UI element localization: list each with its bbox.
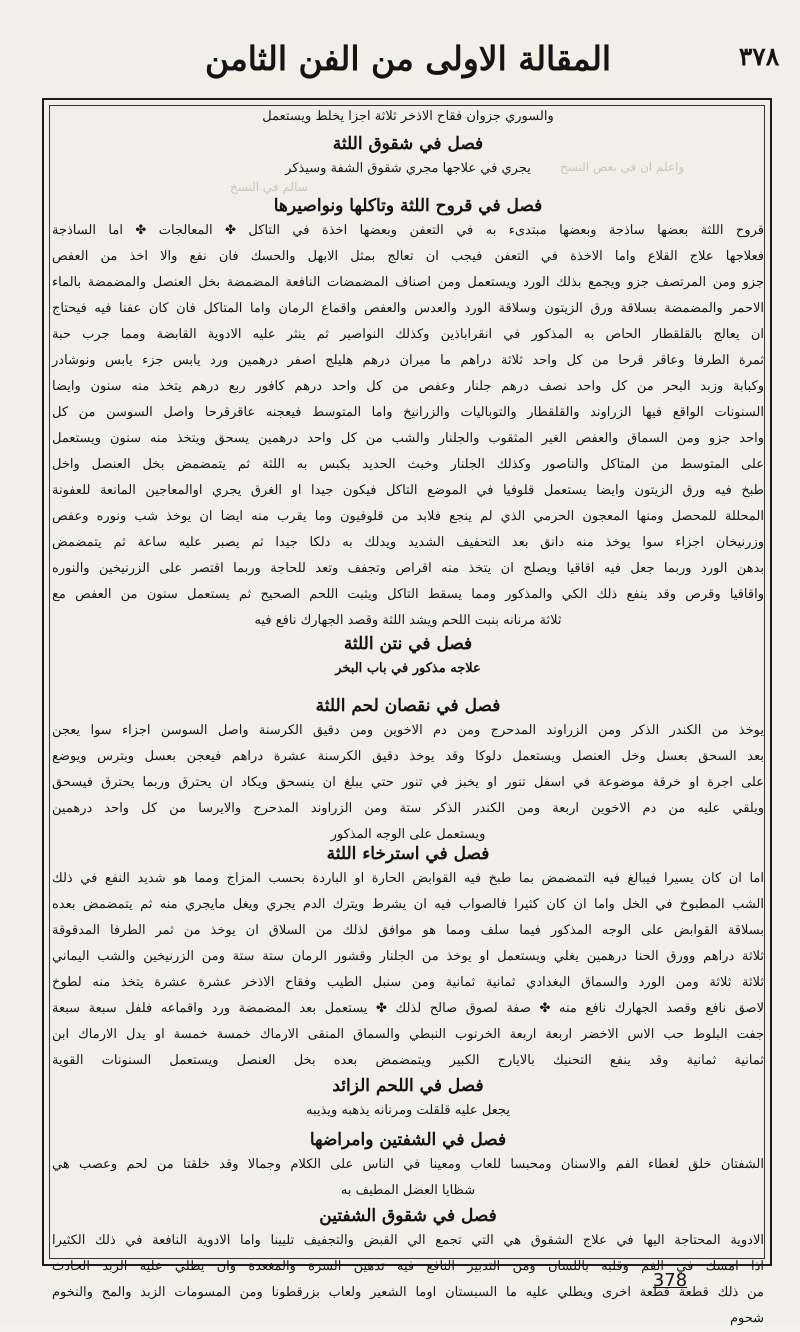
text-line: ثمانية ثمانية وقد ينفع التحنيك بالايارج الكبير ويتمضمض بعده بخل العنصل ويستعمل السنونات القوية: [52, 1053, 764, 1068]
text-line: الاحمر والمضمضة بسلاقة ورق الزيتون وسلاقة الورد والعدس والعفص واقماع الرمان واما المتاكل فان كان عفنا فيه فيحتاج: [52, 301, 764, 316]
section-heading: فصل في نتن اللثة: [343, 634, 473, 654]
text-line: على المتوسط من المتاكل والناصور وكذلك الجلنار وخبث الحديد بكبس به اللثة ثم يتمضمض بخل العنصل واخل: [52, 457, 764, 472]
section-lips-cracks-2: [52, 1204, 764, 1332]
text-line: ثلاثة دراهم وورق الحنا درهمين يغلي ويستعمل او يوخذ من الجلنار وقشور الرمان ستة ستة ومن الزرنيخين والشب اليماني: [52, 949, 764, 964]
intro-block: [52, 104, 764, 130]
text-line: يجعل عليه قلقلت ومرنانه يذهبه ويذيبه: [306, 1103, 510, 1118]
section-heading: فصل في قروح اللثة وتاكلها ونواصيرها: [273, 196, 543, 216]
text-line: شظايا العضل المطيف به: [340, 1183, 476, 1198]
text-line: علاجه مذكور في باب البخر: [335, 661, 481, 676]
text-line: يجري في علاجها مجري شقوق الشفة وسيذكر: [285, 161, 531, 176]
section-lips-diseases: [52, 1128, 764, 1204]
section-paragraph: [52, 718, 764, 848]
section-gum-odor: [52, 632, 764, 682]
section-heading: فصل في اللحم الزائد: [332, 1076, 484, 1096]
text-line: وزرنيخان اجزاء سوا يوخذ منه دانق بعد التحفيف الشديد ويدلك به دلكا جيدا ثم يصبر عليه ساعة ثم يتمضمض: [52, 535, 764, 550]
text-line: طبخ فيه ورق الزيتون وايضا يستعمل قلوفيا في الموضع التاكل فيكون جيدا او الغرق يجري اوالمعاجين المانعة للعفونة: [52, 483, 764, 498]
marginal-note: واعلم ان في بعض النسخ: [560, 160, 685, 174]
text-line: بعد السحق بعسل وخل العنصل ويستعمل دلوكا وقد يوخذ دقيق الكرسنة عشرة دراهم فيعجن بعسل وبترس ويوضع: [52, 749, 764, 764]
section-paragraph: [52, 866, 764, 1074]
text-line: ويستعمل على الوجه المذكور: [330, 827, 486, 842]
running-title: المقالة الاولى من الفن الثامن: [204, 38, 612, 78]
page-number-bottom: 378: [652, 1270, 688, 1291]
section-gum-laxity: [52, 842, 764, 1074]
text-line: شحوم: [729, 1311, 764, 1326]
text-line: جفت البلوط حب الاس الاخضر اربعة اربعة الخرنوب النبطي والسماق المنقى الارماك خمسة خمسة او يدل الارماك ابن: [52, 1027, 764, 1042]
text-line: قروح اللثة بعضها ساذجة وبعضها مبتدىء به في التعفن وبعضها اخذة في التاكل ✤ المعالجات ✤ اما الساذجة: [52, 223, 764, 238]
text-line: ويلقي عليه من دم الاخوين اربعة ومن الكندر الذكر ستة ومن الزراوند المدحرج والايرسا من كل واحد درهمين: [52, 801, 764, 816]
text-line: من ذلك قطعة قطعة اخرى ويطلي عليه ما السبستان اوما الشعير ولعاب بزرقطونا ومن المسومات الزبد والمح والنخوم: [52, 1285, 764, 1300]
text-line: الشفتان خلق لغطاء الفم والاسنان ومحبسا للعاب ومعينا في الناس على الكلام وجمالا وقد خلقتا من لحم وعصب هي: [52, 1157, 764, 1172]
text-line: الادوية المحتاجة اليها في علاج الشقوق هي التي تجمع الي القبض والتجفيف تليينا واما الادوية النافعة في ذلك الكثيرا: [52, 1233, 764, 1248]
section-gum-recession: [52, 694, 764, 848]
text-line: على اجرة او خرقة موضوعة في اسفل تنور او يخبز في تنور حتي يبلغ ان ينسحق ويكاد ان يحترق وربما يحترق فيسحق: [52, 775, 764, 790]
text-line: الشب المطبوخ في الخل واما ان كان كثيرا فالصواب فيه ان يشرط ويترك الدم يجري ويغل مايجري منه ثم يتمضمض بعده: [52, 897, 764, 912]
text-line: واحد جزو ومن السماق والعفص الغير المثقوب والجلنار والشب من كل واحد درهمين يسحق ويتخذ منه سنون ويستعمل: [52, 431, 764, 446]
section-heading: فصل في الشفتين وامراضها: [309, 1130, 507, 1150]
section-paragraph: [52, 1152, 764, 1204]
section-excess-flesh: [52, 1074, 764, 1124]
page-number-top: ۳۷۸: [738, 42, 780, 71]
text-line: بسلاقة القوابض على الوجه المذكور فيما سلف ومما هو موافق لذلك من السلاق ان يوخذ من ثمر الطرفا المدقوقة: [52, 923, 764, 938]
section-gum-ulcers: [52, 194, 764, 634]
section-heading: فصل في شقوق اللثة: [332, 134, 484, 154]
section-heading: فصل في شقوق الشفتين: [319, 1206, 497, 1226]
text-line: فعلاجها علاج القلاع واما الاخذة في التعفن فيجب ان تعالج بمثل الابهل والحسك فان نفع والا اخذ من العفص: [52, 249, 764, 264]
text-line: والسوري جزوان فقاح الاذخر ثلاثة اجزا يخلط ويستعمل: [262, 109, 554, 124]
marginal-note: سالم في النسخ: [230, 180, 308, 194]
section-paragraph: [52, 218, 764, 634]
text-line: بدهن الورد وربما جعل فيه اقاقيا ويصلح ان يتخذ منه اقراص وتجفف وتعد للحاجة وربما اقتصر على الزرنيخين والنوره: [52, 561, 764, 576]
text-line: ثلاثة مرنانه بنبت اللحم ويشد اللثة وقصد الجهارك نافع فيه: [254, 613, 562, 628]
text-line: يوخذ من الكندر الذكر ومن الزراوند المدحرج ومن دم الاخوين ومن دقيق الكرسنة واصل السوسن اجزاء سوا يعجن: [52, 723, 764, 738]
page-header: [48, 34, 768, 82]
text-line: المحللة للمحصل ومنها المعجون الحرمي الذي لم ينجع فلابد من قلوفيون وما يقرب منه ايضا ان يوخذ شب ونوره وعفص: [52, 509, 764, 524]
text-line: ان يعالج بالقلقطار الحاص به المذكور في انقراباذين وكذلك النواصير ثم ينثر عليه الادوية القابضة ومما جرب حبة: [52, 327, 764, 342]
text-line: اما ان كان يسيرا فيبالغ فيه التمضمض بما طبخ فيه القوابض الحارة او الباردة بحسب المزاج ومما هو شديد النفع في ذلك: [52, 871, 764, 886]
text-line: اذا امسك في الفم وقلبه باللسان ومن التدبير النافع فيه تدهين السرة والمغعدة وان يطلي عليه الزبد الحادث: [52, 1259, 764, 1274]
text-line: ثمرة الطرفا وعاقر قرحا من كل واحد ثلاثة دراهم ما ميران درهم هليلج اصفر درهمين ورد يابس جزء يابس ونوشادر: [52, 353, 764, 368]
section-heading: فصل في استرخاء اللثة: [326, 844, 490, 864]
text-line: لاصق نافع وقصد الجهارك نافع منه ✤ صفة لصوق صالح لذلك ✤ يستعمل بعد المضمضة ورد واقماعه فلفل سبعة سبعة: [52, 1001, 764, 1016]
text-line: ثلاثة ثلاثة ومن الورد والسماق البغدادي ثمانية ثمانية ومن سنبل الطيب وفقاح الاذخر عشرة عشرة يتخذ منه لطوخ: [52, 975, 764, 990]
section-heading: فصل في نقصان لحم اللثة: [315, 696, 501, 716]
text-line: واقاقيا وقرص وقد ينفع ذلك الكي والمذكور ومما يسقط التاكل ويثبت اللحم الصحيح ثم يستعمل سنون من العفص مع: [52, 587, 764, 602]
text-line: جزو ومن المرتصف جزو ويجمع بذلك الورد ويستعمل ومن اصناف المضمضات النافعة المضمضة بخل العنصل والمضمضة بالماء: [52, 275, 764, 290]
text-line: السنونات الواقع فيها الزراوند والقلقطار والتوباليات والزرانيخ واما المتوسط فيعجنه عاقرقرحا واصل السوسن من كل: [52, 405, 764, 420]
section-lips-cracks: [52, 132, 764, 182]
text-line: وكبابة وزبد البحر من كل واحد نصف درهم جلنار وعفص من كل واحد درهم كافور ربع درهم يتخذ منه سنون وايضا: [52, 379, 764, 394]
